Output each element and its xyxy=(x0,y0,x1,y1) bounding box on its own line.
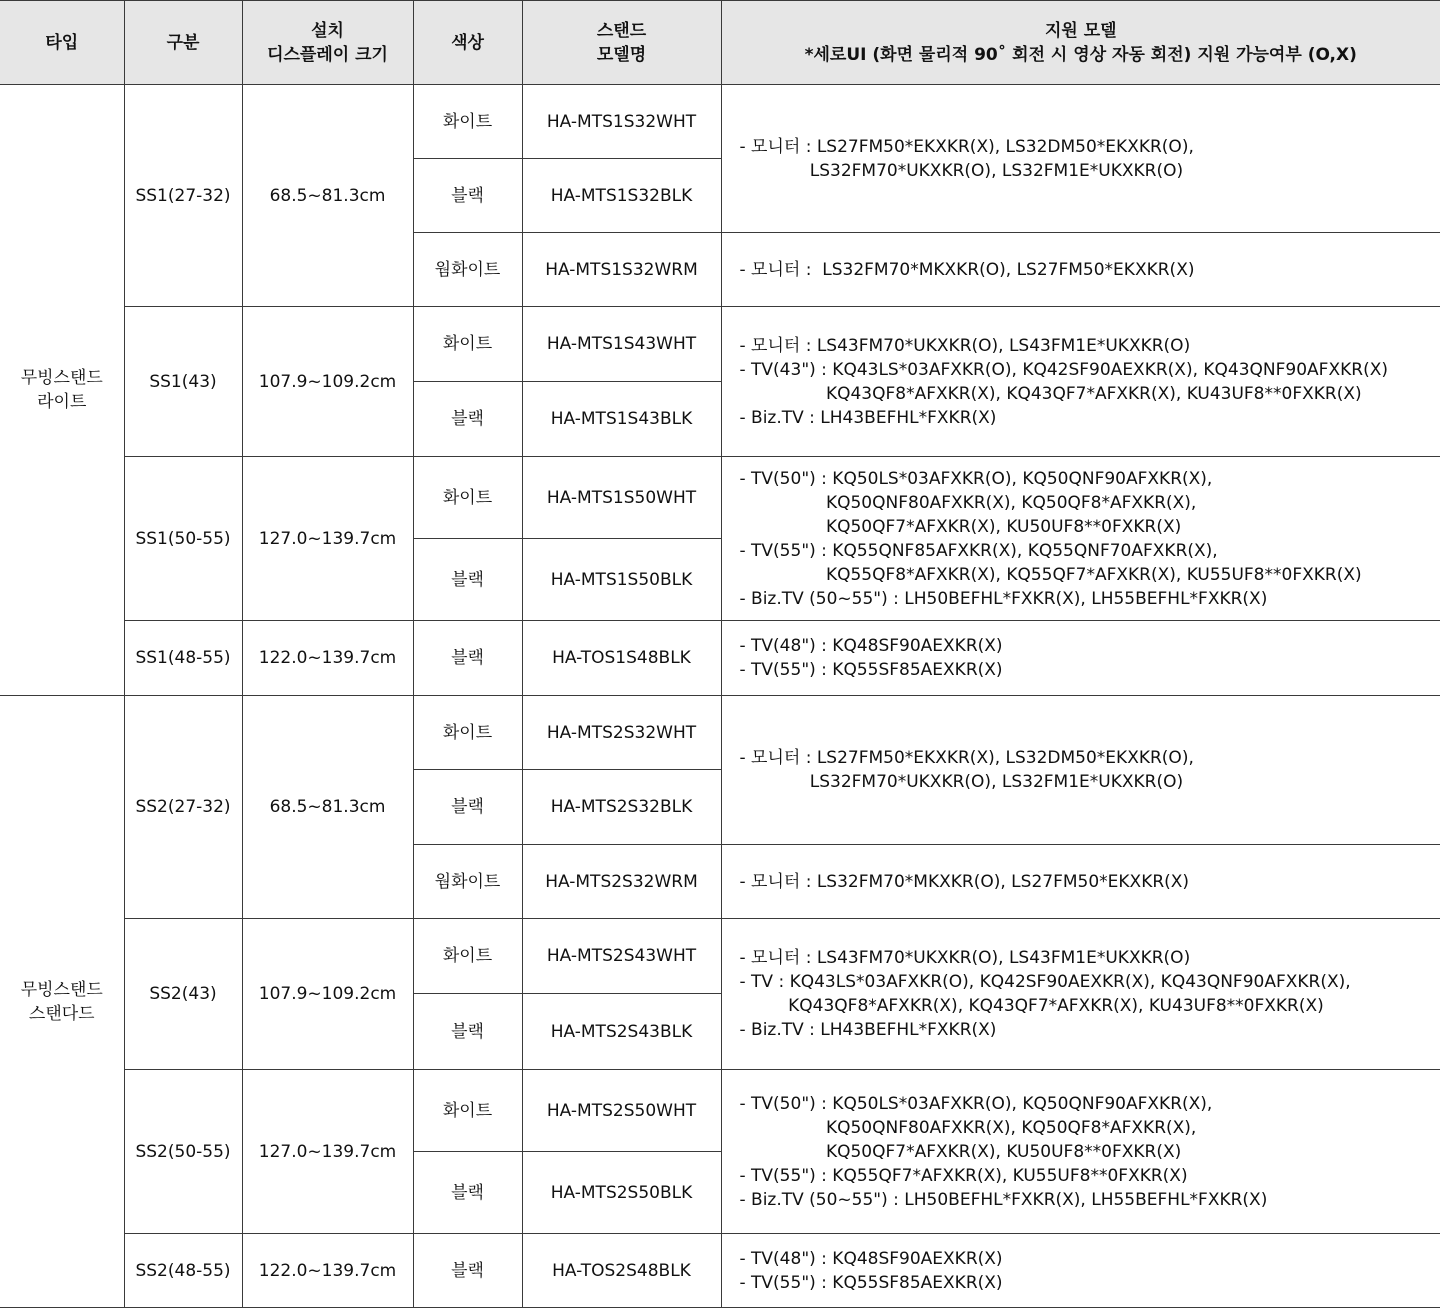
color-cell: 블랙 xyxy=(413,159,522,233)
support-line: - Biz.TV : LH43BEFHL*FXKR(X) xyxy=(739,1020,997,1040)
division-cell: SS2(43) xyxy=(124,919,242,1070)
header-stand-line1: 스탠드 xyxy=(596,20,647,41)
stand-model-cell: HA-TOS1S48BLK xyxy=(522,621,721,696)
support-line: - 모니터 : LS32FM70*MKXKR(O), LS27FM50*EKXKR(X) xyxy=(739,871,1190,892)
stand-model-cell: HA-MTS1S32WRM xyxy=(522,233,721,307)
header-type: 타입 xyxy=(0,1,124,85)
table-row xyxy=(0,1070,1440,1152)
stand-model-cell: HA-MTS2S32BLK xyxy=(522,770,721,845)
division-cell: SS1(50-55) xyxy=(124,457,242,621)
stand-model-cell: HA-MTS1S32WHT xyxy=(522,85,721,159)
stand-model-cell: HA-MTS1S50BLK xyxy=(522,539,721,621)
support-line: - 모니터 : LS43FM70*UKXKR(O), LS43FM1E*UKXKR(O) xyxy=(739,335,1191,356)
color-cell: 화이트 xyxy=(413,1070,522,1152)
size-cell: 107.9~109.2cm xyxy=(242,307,413,457)
stand-model-cell: HA-MTS2S32WHT xyxy=(522,696,721,770)
color-cell: 블랙 xyxy=(413,1234,522,1308)
support-line: - Biz.TV (50~55") : LH50BEFHL*FXKR(X), LH55BEFHL*FXKR(X) xyxy=(739,588,1268,609)
table-row xyxy=(0,457,1440,539)
support-line: - TV(55") : KQ55QF7*AFXKR(X), KU55UF8**0FXKR(X) xyxy=(739,1165,1188,1186)
header-size-line2: 디스플레이 크기 xyxy=(267,44,388,65)
header-size-line1: 설치 xyxy=(311,20,344,41)
supported-models-cell xyxy=(721,85,1440,233)
header-display-size xyxy=(242,1,413,85)
size-cell: 127.0~139.7cm xyxy=(242,1070,413,1234)
table-row xyxy=(0,919,1440,994)
support-line: KQ55QF8*AFXKR(X), KQ55QF7*AFXKR(X), KU55UF8**0FXKR(X) xyxy=(739,564,1362,585)
color-cell: 웜화이트 xyxy=(413,233,522,307)
size-cell: 68.5~81.3cm xyxy=(242,85,413,307)
type-standard-line1: 무빙스탠드 xyxy=(20,979,103,1000)
stand-model-cell: HA-MTS2S50BLK xyxy=(522,1152,721,1234)
size-cell: 107.9~109.2cm xyxy=(242,919,413,1070)
header-row xyxy=(0,1,1440,85)
color-cell: 화이트 xyxy=(413,919,522,994)
stand-model-cell: HA-TOS2S48BLK xyxy=(522,1234,721,1308)
size-cell: 122.0~139.7cm xyxy=(242,621,413,696)
supported-models-cell xyxy=(721,307,1440,457)
stand-model-cell: HA-MTS2S43BLK xyxy=(522,994,721,1070)
support-line: - TV(55") : KQ55SF85AEXKR(X) xyxy=(739,1272,1003,1293)
support-line: - TV(48") : KQ48SF90AEXKR(X) xyxy=(739,1248,1003,1269)
type-cell-standard xyxy=(0,696,124,1308)
header-division: 구분 xyxy=(124,1,242,85)
stand-model-cell: HA-MTS1S32BLK xyxy=(522,159,721,233)
color-cell: 블랙 xyxy=(413,770,522,845)
support-line: KQ43QF8*AFXKR(X), KQ43QF7*AFXKR(X), KU43UF8**0FXKR(X) xyxy=(739,383,1362,404)
support-line: KQ50QNF80AFXKR(X), KQ50QF8*AFXKR(X), xyxy=(739,492,1197,513)
division-cell: SS2(27-32) xyxy=(124,696,242,919)
supported-models-cell xyxy=(721,919,1440,1070)
support-line: - 모니터 : LS27FM50*EKXKR(X), LS32DM50*EKXKR(O), xyxy=(739,136,1194,157)
supported-models-cell xyxy=(721,233,1440,307)
support-line: KQ50QNF80AFXKR(X), KQ50QF8*AFXKR(X), xyxy=(739,1117,1197,1138)
table-row xyxy=(0,307,1440,382)
supported-models-cell xyxy=(721,621,1440,696)
division-cell: SS2(48-55) xyxy=(124,1234,242,1308)
color-cell: 블랙 xyxy=(413,994,522,1070)
size-cell: 68.5~81.3cm xyxy=(242,696,413,919)
stand-model-cell: HA-MTS2S43WHT xyxy=(522,919,721,994)
table-row xyxy=(0,696,1440,770)
stand-model-cell: HA-MTS2S32WRM xyxy=(522,845,721,919)
support-line: KQ43QF8*AFXKR(X), KQ43QF7*AFXKR(X), KU43UF8**0FXKR(X) xyxy=(739,996,1324,1016)
color-cell: 블랙 xyxy=(413,621,522,696)
stand-model-cell: HA-MTS1S43WHT xyxy=(522,307,721,382)
color-cell: 블랙 xyxy=(413,1152,522,1234)
division-cell: SS1(48-55) xyxy=(124,621,242,696)
division-cell: SS2(50-55) xyxy=(124,1070,242,1234)
support-line: KQ50QF7*AFXKR(X), KU50UF8**0FXKR(X) xyxy=(739,1141,1182,1162)
size-cell: 127.0~139.7cm xyxy=(242,457,413,621)
type-cell-lite xyxy=(0,85,124,696)
color-cell: 웜화이트 xyxy=(413,845,522,919)
support-line: - TV : KQ43LS*03AFXKR(O), KQ42SF90AEXKR(X), KQ43QNF90AFXKR(X), xyxy=(739,972,1351,992)
support-line: LS32FM70*UKXKR(O), LS32FM1E*UKXKR(O) xyxy=(739,160,1184,181)
header-stand-line2: 모델명 xyxy=(596,44,647,65)
supported-models-cell xyxy=(721,1070,1440,1234)
supported-models-cell xyxy=(721,845,1440,919)
supported-models-cell xyxy=(721,1234,1440,1308)
table-row xyxy=(0,621,1440,696)
header-support-line2: *세로UI (화면 물리적 90˚ 회전 시 영상 자동 회전) 지원 가능여부 (O,X) xyxy=(804,44,1357,65)
type-lite-line2: 라이트 xyxy=(37,392,87,412)
supported-models-cell xyxy=(721,696,1440,845)
stand-model-cell: HA-MTS2S50WHT xyxy=(522,1070,721,1152)
color-cell: 블랙 xyxy=(413,382,522,457)
support-line: KQ50QF7*AFXKR(X), KU50UF8**0FXKR(X) xyxy=(739,516,1182,537)
support-line: - 모니터 : LS43FM70*UKXKR(O), LS43FM1E*UKXKR(O) xyxy=(739,948,1191,968)
support-line: - Biz.TV (50~55") : LH50BEFHL*FXKR(X), LH55BEFHL*FXKR(X) xyxy=(739,1189,1268,1210)
support-line: - TV(48") : KQ48SF90AEXKR(X) xyxy=(739,636,1003,656)
header-color: 색상 xyxy=(413,1,522,85)
table-row xyxy=(0,1234,1440,1308)
support-line: - TV(55") : KQ55SF85AEXKR(X) xyxy=(739,660,1003,680)
supported-models-cell xyxy=(721,457,1440,621)
color-cell: 화이트 xyxy=(413,85,522,159)
support-line: - TV(50") : KQ50LS*03AFXKR(O), KQ50QNF90AFXKR(X), xyxy=(739,1093,1213,1114)
stand-model-cell: HA-MTS1S50WHT xyxy=(522,457,721,539)
division-cell: SS1(27-32) xyxy=(124,85,242,307)
table-row xyxy=(0,85,1440,159)
support-line: - TV(55") : KQ55QNF85AFXKR(X), KQ55QNF70AFXKR(X), xyxy=(739,540,1218,561)
support-line: - TV(50") : KQ50LS*03AFXKR(O), KQ50QNF90AFXKR(X), xyxy=(739,468,1213,489)
color-cell: 화이트 xyxy=(413,457,522,539)
header-supported-models xyxy=(721,1,1440,85)
support-line: - TV(43") : KQ43LS*03AFXKR(O), KQ42SF90AEXKR(X), KQ43QNF90AFXKR(X) xyxy=(739,359,1388,380)
stand-model-cell: HA-MTS1S43BLK xyxy=(522,382,721,457)
support-line: LS32FM70*UKXKR(O), LS32FM1E*UKXKR(O) xyxy=(739,772,1184,792)
type-lite-line1: 무빙스탠드 xyxy=(20,368,103,388)
header-support-line1: 지원 모델 xyxy=(1044,20,1117,41)
support-line: - Biz.TV : LH43BEFHL*FXKR(X) xyxy=(739,407,997,428)
color-cell: 화이트 xyxy=(413,307,522,382)
header-stand-model xyxy=(522,1,721,85)
support-line: - 모니터 : LS32FM70*MKXKR(O), LS27FM50*EKXKR(X) xyxy=(739,259,1195,280)
size-cell: 122.0~139.7cm xyxy=(242,1234,413,1308)
color-cell: 화이트 xyxy=(413,696,522,770)
type-standard-line2: 스탠다드 xyxy=(28,1003,95,1024)
support-line: - 모니터 : LS27FM50*EKXKR(X), LS32DM50*EKXKR(O), xyxy=(739,748,1194,768)
division-cell: SS1(43) xyxy=(124,307,242,457)
color-cell: 블랙 xyxy=(413,539,522,621)
